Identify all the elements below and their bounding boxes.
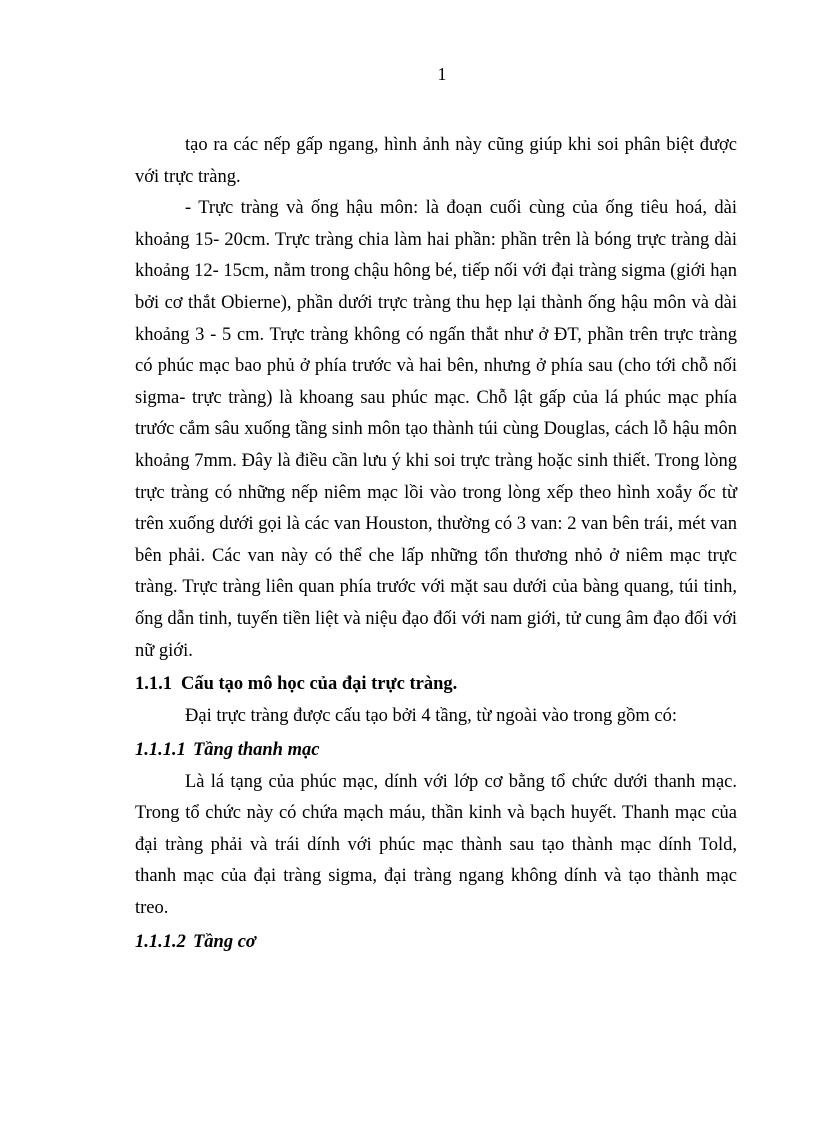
document-body	[135, 130, 737, 959]
subsection-heading-muscle	[135, 927, 737, 958]
subsection-title: Tầng thanh mạc	[193, 739, 320, 760]
subsection-number: 1.1.1.1	[135, 739, 186, 760]
subsection-title: Tầng cơ	[193, 931, 256, 952]
page-number: 1	[437, 64, 447, 84]
subsection-heading-serosa	[135, 735, 737, 766]
section-title: Cấu tạo mô học của đại trực tràng.	[181, 674, 458, 695]
paragraph-serosa: Là lá tạng của phúc mạc, dính với lớp cơ bằng tổ chức dưới thanh mạc. Trong tổ chức này có chứa mạch máu, thần kinh và bạch huyết. Thanh mạc của đại tràng phải và trái dính với phúc mạc thành sau tạo thành mạc dính Told, thanh mạc của đại tràng sigma, đại tràng ngang không dính và tạo thành mạc treo.	[135, 771, 737, 919]
section-heading	[135, 669, 737, 700]
subsection-number: 1.1.1.2	[135, 931, 186, 952]
paragraph-rectum-anatomy: - Trực tràng và ống hậu môn: là đoạn cuối cùng của ống tiêu hoá, dài khoảng 15- 20cm. Trực tràng chia làm hai phần: phần trên là bóng trực tràng dài khoảng 12- 15cm, nằm trong chậu hông bé, tiếp nối với đại tràng sigma (giới hạn bởi cơ thắt Obierne), phần dưới trực tràng thu hẹp lại thành ống hậu môn và dài khoảng 3 - 5 cm. Trực tràng không có ngấn thắt như ở ĐT, phần trên trực tràng có phúc mạc bao phủ ở phía trước và hai bên, nhưng ở phía sau (cho tới chỗ nối sigma- trực tràng) là khoang sau phúc mạc. Chỗ lật gấp của lá phúc mạc phía trước cắm sâu xuống tầng sinh môn tạo thành túi cùng Douglas, cách lỗ hậu môn khoảng 7mm. Đây là điều cần lưu ý khi soi trực tràng hoặc sinh thiết. Trong lòng trực tràng có những nếp niêm mạc lồi vào trong lòng xếp theo hình xoắy ốc từ trên xuống dưới gọi là các van Houston, thường có 3 van: 2 van bên trái, mét van bên phải. Các van này có thể che lấp những tổn thương nhỏ ở niêm mạc trực tràng. Trực tràng liên quan phía trước với mặt sau dưới của bàng quang, túi tinh, ống dẫn tinh, tuyến tiền liệt và niệu đạo đối với nam giới, tử cung âm đạo đối với nữ giới.	[135, 198, 737, 661]
section-number: 1.1.1	[135, 674, 172, 695]
paragraph-continuation: tạo ra các nếp gấp ngang, hình ảnh này cũng giúp khi soi phân biệt được với trực tràng.	[135, 135, 737, 187]
paragraph-layers-intro: Đại trực tràng được cấu tạo bởi 4 tầng, từ ngoài vào trong gồm có:	[185, 706, 677, 727]
